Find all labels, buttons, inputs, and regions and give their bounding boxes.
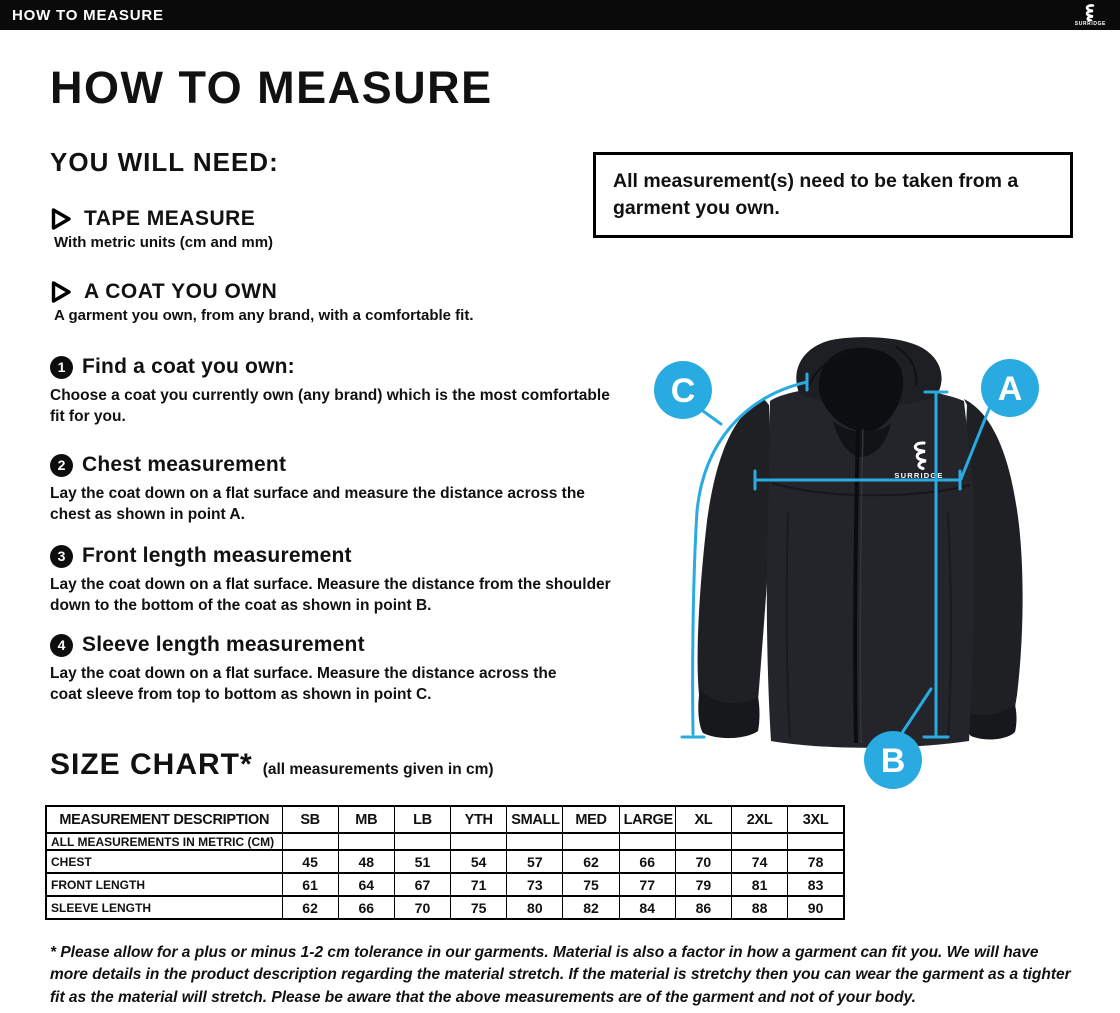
empty-cell xyxy=(619,833,675,850)
page-title: HOW TO MEASURE xyxy=(50,62,493,113)
measurement-value: 82 xyxy=(563,896,619,919)
empty-cell xyxy=(788,833,844,850)
measurement-value: 77 xyxy=(619,873,675,896)
measurement-value: 84 xyxy=(619,896,675,919)
brand-logo xyxy=(1075,4,1106,27)
measurement-value: 78 xyxy=(788,850,844,873)
measurement-value: 66 xyxy=(619,850,675,873)
step-body: Lay the coat down on a flat surface. Measure the distance across the coat sleeve from top to bottom as shown in point C. xyxy=(50,665,557,704)
empty-cell xyxy=(282,833,338,850)
measurement-value: 62 xyxy=(282,896,338,919)
step-title: Find a coat you own: xyxy=(82,355,295,378)
empty-cell xyxy=(338,833,394,850)
measurement-value: 83 xyxy=(788,873,844,896)
step-4 xyxy=(50,633,650,706)
step-1 xyxy=(50,355,650,428)
measurement-value: 54 xyxy=(451,850,507,873)
jacket-illustration xyxy=(698,337,1023,748)
measurement-value: 70 xyxy=(394,896,450,919)
need-item-desc: A garment you own, from any brand, with a comfortable fit. xyxy=(54,307,474,324)
step-title: Chest measurement xyxy=(82,453,287,476)
marker-c-connector xyxy=(703,411,721,424)
surridge-s-icon xyxy=(1080,4,1100,21)
step-number-badge: 2 xyxy=(50,454,73,477)
top-bar xyxy=(0,0,1120,30)
step-body: Lay the coat down on a flat surface and measure the distance across the chest as shown in point A. xyxy=(50,485,585,524)
column-header-size: MED xyxy=(563,806,619,833)
empty-cell xyxy=(732,833,788,850)
empty-cell xyxy=(675,833,731,850)
step-body: Choose a coat you currently own (any brand) which is the most comfortable fit for you. xyxy=(50,387,610,426)
column-header-size: LARGE xyxy=(619,806,675,833)
need-item-desc: With metric units (cm and mm) xyxy=(54,234,274,251)
step-3 xyxy=(50,544,650,617)
measurement-value: 57 xyxy=(507,850,563,873)
measurement-value: 90 xyxy=(788,896,844,919)
size-table-row xyxy=(46,873,844,896)
step-title: Front length measurement xyxy=(82,544,352,567)
triangle-bullet-icon xyxy=(50,207,72,231)
empty-cell xyxy=(563,833,619,850)
measurement-value: 86 xyxy=(675,896,731,919)
tolerance-footnote: * Please allow for a plus or minus 1-2 cm tolerance in our garments. Material is also a factor in how a garment can fit you. We will have more details in the product description regarding the material stretch. If the material is stretchy then you can wear the garment as a tighter fit as the material will stretch. Please be aware that the above measurements are of the garment and not of your body. xyxy=(50,944,1071,1006)
column-header-size: LB xyxy=(394,806,450,833)
measurement-value: 71 xyxy=(451,873,507,896)
step-body: Lay the coat down on a flat surface. Measure the distance from the shoulder down to the bottom of the coat as shown in point B. xyxy=(50,576,611,615)
column-header-size: 3XL xyxy=(788,806,844,833)
metric-units-label: ALL MEASUREMENTS IN METRIC (CM) xyxy=(46,833,282,850)
brand-word: SURRIDGE xyxy=(1074,20,1106,27)
marker-c-label: C xyxy=(670,372,696,410)
column-header-size: YTH xyxy=(451,806,507,833)
column-header-size: XL xyxy=(675,806,731,833)
step-2 xyxy=(50,453,650,526)
top-bar-title: HOW TO MEASURE xyxy=(12,6,164,24)
measurement-value: 66 xyxy=(338,896,394,919)
measurement-value: 73 xyxy=(507,873,563,896)
measurement-value: 64 xyxy=(338,873,394,896)
step-number-badge: 4 xyxy=(50,634,73,657)
measurement-value: 81 xyxy=(732,873,788,896)
column-header-description: MEASUREMENT DESCRIPTION xyxy=(46,806,282,833)
measurement-value: 70 xyxy=(675,850,731,873)
measurement-label: FRONT LENGTH xyxy=(46,873,282,896)
empty-cell xyxy=(394,833,450,850)
column-header-size: SB xyxy=(282,806,338,833)
measurement-note: All measurement(s) need to be taken from a garment you own. xyxy=(593,152,1073,238)
measurement-value: 48 xyxy=(338,850,394,873)
size-table-row xyxy=(46,850,844,873)
measurement-value: 51 xyxy=(394,850,450,873)
need-item-label: A COAT YOU OWN xyxy=(84,280,278,303)
jacket-brand-word: SURRIDGE xyxy=(894,471,944,480)
size-chart-title: SIZE CHART* xyxy=(50,748,253,781)
measurement-value: 67 xyxy=(394,873,450,896)
empty-cell xyxy=(451,833,507,850)
you-will-need-heading: YOU WILL NEED: xyxy=(50,147,279,177)
size-chart-table xyxy=(45,805,845,920)
measurement-value: 74 xyxy=(732,850,788,873)
size-table-row xyxy=(46,896,844,919)
size-chart-heading-row xyxy=(50,748,494,782)
step-number-badge: 3 xyxy=(50,545,73,568)
column-header-size: MB xyxy=(338,806,394,833)
marker-b-label: B xyxy=(880,742,906,780)
measurement-value: 45 xyxy=(282,850,338,873)
measurement-value: 61 xyxy=(282,873,338,896)
measurement-label: SLEEVE LENGTH xyxy=(46,896,282,919)
measurement-value: 88 xyxy=(732,896,788,919)
need-item-label: TAPE MEASURE xyxy=(84,207,256,230)
size-chart-subtitle: (all measurements given in cm) xyxy=(262,761,494,778)
empty-cell xyxy=(507,833,563,850)
triangle-bullet-icon xyxy=(50,280,72,304)
measurement-label: CHEST xyxy=(46,850,282,873)
jacket-measurement-diagram xyxy=(618,333,1120,791)
column-header-size: 2XL xyxy=(732,806,788,833)
column-header-size: SMALL xyxy=(507,806,563,833)
step-number-badge: 1 xyxy=(50,356,73,379)
measurement-value: 62 xyxy=(563,850,619,873)
step-title: Sleeve length measurement xyxy=(82,633,365,656)
need-item-coat xyxy=(50,280,473,324)
measurement-value: 79 xyxy=(675,873,731,896)
measurement-value: 75 xyxy=(563,873,619,896)
metric-units-row xyxy=(46,833,844,850)
marker-a-label: A xyxy=(997,370,1023,408)
measurement-value: 75 xyxy=(451,896,507,919)
measurement-value: 80 xyxy=(507,896,563,919)
need-item-tape-measure xyxy=(50,207,273,251)
size-table-header-row xyxy=(46,806,844,833)
